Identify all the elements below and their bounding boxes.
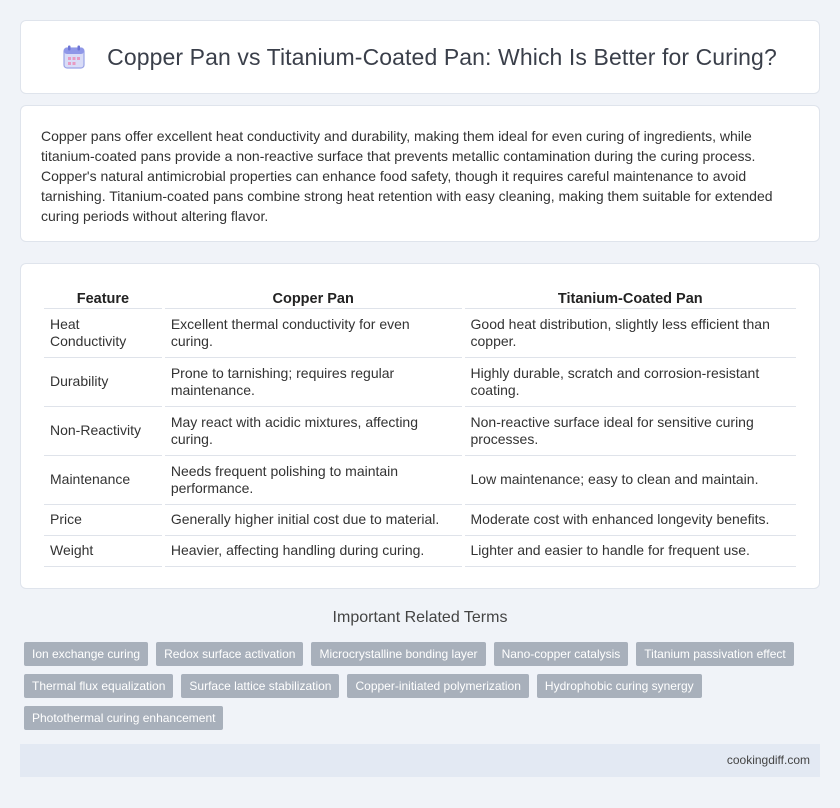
row-copper: Generally higher initial cost due to material. <box>165 505 462 536</box>
related-term-tag[interactable]: Surface lattice stabilization <box>181 674 339 698</box>
related-terms-heading: Important Related Terms <box>332 609 508 626</box>
related-term-tag[interactable]: Microcrystalline bonding layer <box>311 642 485 666</box>
calendar-icon <box>63 45 85 69</box>
row-feature: Heat Conductivity <box>44 309 162 358</box>
header-copper-pan: Copper Pan <box>165 284 462 309</box>
row-feature: Weight <box>44 536 162 567</box>
row-titanium: Good heat distribution, slightly less efficient than copper. <box>465 309 796 358</box>
row-titanium: Lighter and easier to handle for frequent use. <box>465 536 796 567</box>
table-row <box>44 407 796 456</box>
header-feature: Feature <box>44 284 162 309</box>
related-term-tag[interactable]: Ion exchange curing <box>24 642 148 666</box>
intro-card <box>20 105 820 242</box>
related-term-tag[interactable]: Hydrophobic curing synergy <box>537 674 702 698</box>
comparison-card <box>20 263 820 589</box>
related-term-tag[interactable]: Thermal flux equalization <box>24 674 173 698</box>
table-row <box>44 456 796 505</box>
related-term-tag[interactable]: Photothermal curing enhancement <box>24 706 223 730</box>
intro-paragraph: Copper pans offer excellent heat conductivity and durability, making them ideal for even curing of ingredients, while titanium-coated pans provide a non-reactive surface that prevents metallic contamination during the curing process. Copper's natural antimicrobial properties can enhance food safety, though it requires careful maintenance to avoid tarnishing. Titanium-coated pans combine strong heat retention with easy cleaning, making them suitable for extended curing periods without altering flavor. <box>41 128 773 224</box>
page-title: Copper Pan vs Titanium-Coated Pan: Which Is Better for Curing? <box>107 43 777 70</box>
header-titanium-pan: Titanium-Coated Pan <box>465 284 796 309</box>
row-copper: Excellent thermal conductivity for even curing. <box>165 309 462 358</box>
row-feature: Price <box>44 505 162 536</box>
related-term-tag[interactable]: Redox surface activation <box>156 642 303 666</box>
related-term-tag[interactable]: Titanium passivation effect <box>636 642 793 666</box>
table-header-row <box>44 284 796 309</box>
row-feature: Non-Reactivity <box>44 407 162 456</box>
footer <box>20 744 820 777</box>
row-copper: Needs frequent polishing to maintain performance. <box>165 456 462 505</box>
row-titanium: Highly durable, scratch and corrosion-resistant coating. <box>465 358 796 407</box>
row-copper: Prone to tarnishing; requires regular maintenance. <box>165 358 462 407</box>
related-term-tag[interactable]: Copper-initiated polymerization <box>347 674 528 698</box>
row-copper: Heavier, affecting handling during curing. <box>165 536 462 567</box>
related-term-tag[interactable]: Nano-copper catalysis <box>494 642 629 666</box>
title-card <box>20 20 820 94</box>
row-feature: Maintenance <box>44 456 162 505</box>
row-feature: Durability <box>44 358 162 407</box>
table-row <box>44 358 796 407</box>
row-titanium: Moderate cost with enhanced longevity benefits. <box>465 505 796 536</box>
related-terms-list <box>24 642 804 730</box>
row-titanium: Non-reactive surface ideal for sensitive curing processes. <box>465 407 796 456</box>
footer-site-link[interactable]: cookingdiff.com <box>726 753 810 767</box>
row-copper: May react with acidic mixtures, affecting curing. <box>165 407 462 456</box>
row-titanium: Low maintenance; easy to clean and maintain. <box>465 456 796 505</box>
table-row <box>44 309 796 358</box>
table-row <box>44 536 796 567</box>
comparison-table <box>41 284 799 567</box>
table-row <box>44 505 796 536</box>
